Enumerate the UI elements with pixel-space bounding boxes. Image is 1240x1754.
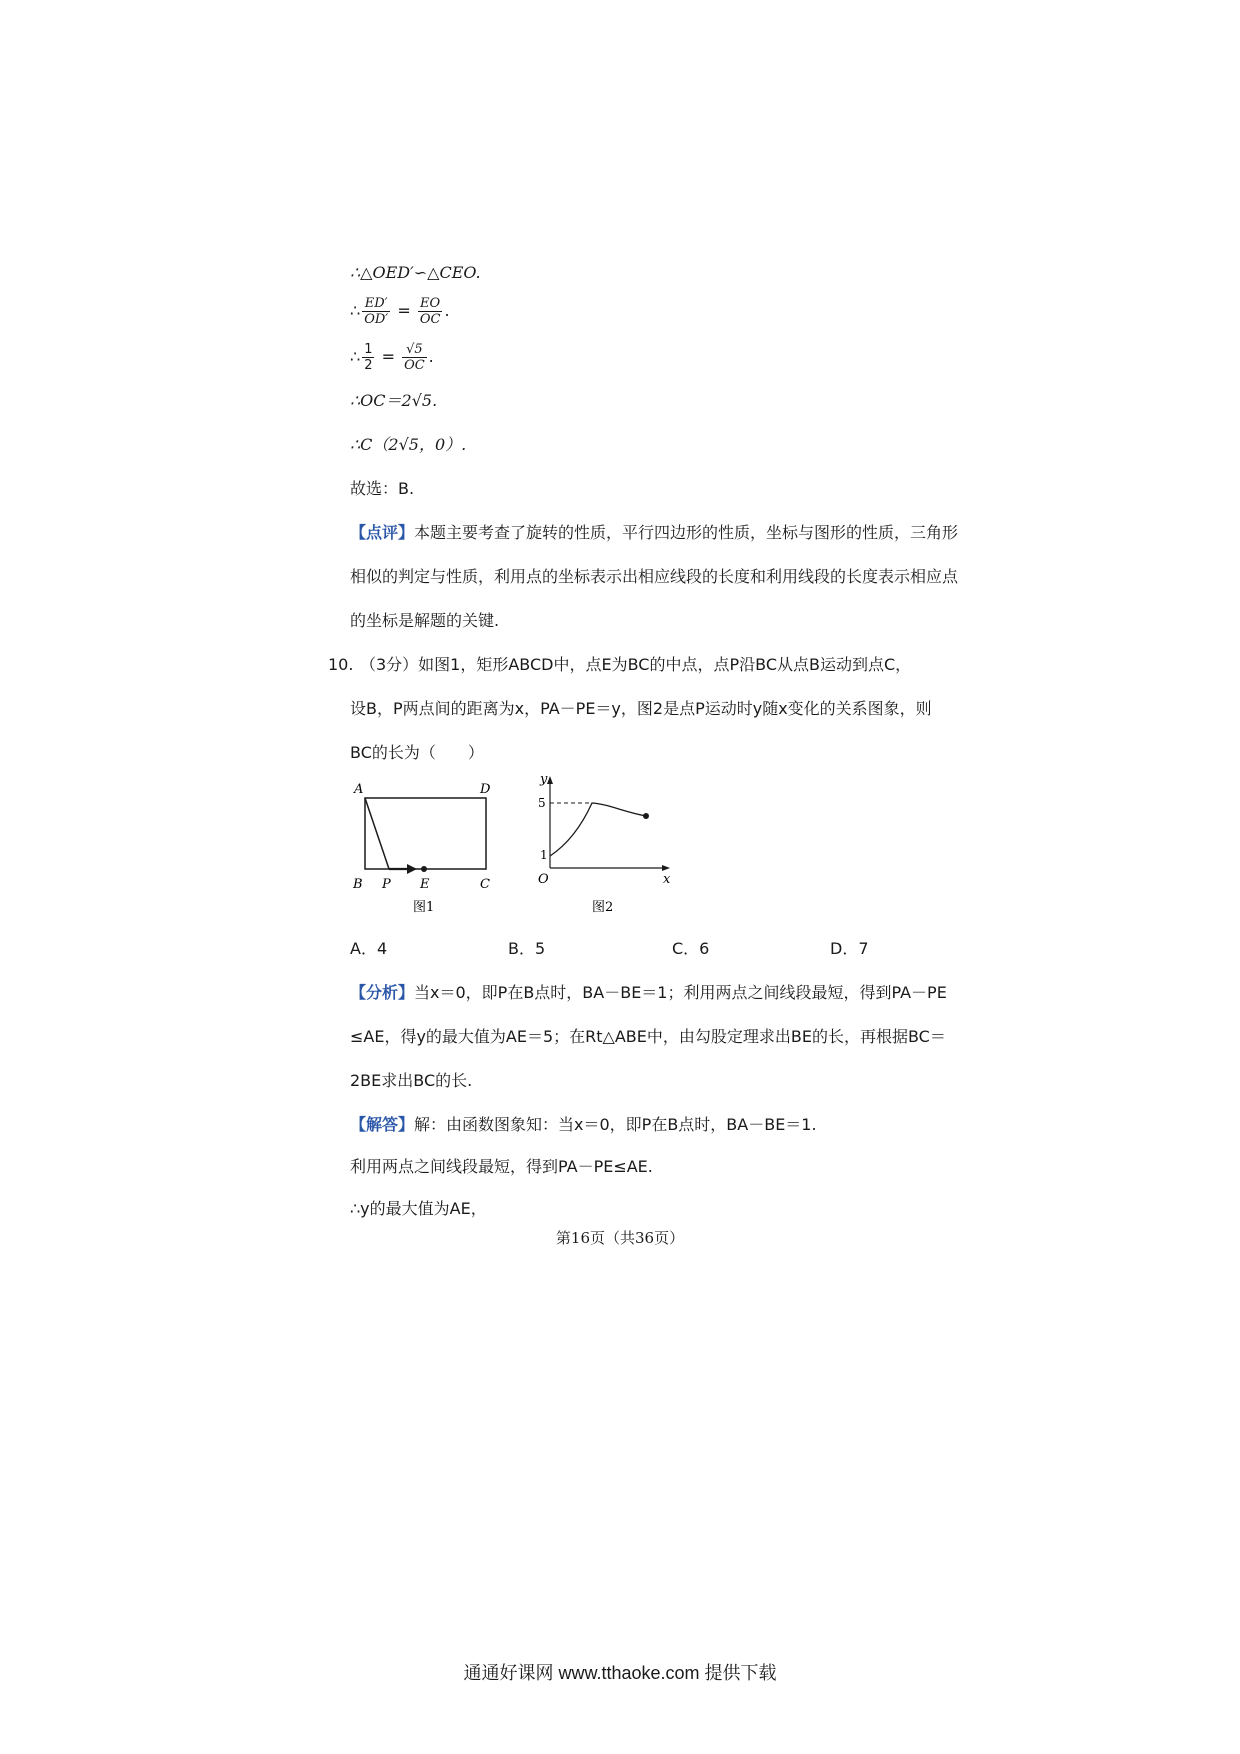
fraction-denominator: OC — [419, 312, 441, 327]
label-e: E — [420, 877, 430, 892]
answer-line-1 — [350, 1114, 817, 1136]
comment-line-3: 的坐标是解题的关键. — [350, 611, 500, 630]
segment-ap — [365, 798, 389, 869]
x-axis-arrow-icon — [662, 865, 670, 871]
rectangle-abcd — [365, 798, 486, 869]
fraction-one-half — [362, 342, 374, 373]
answer-line-3: ∴y的最大值为AE， — [350, 1199, 487, 1218]
question-line-1: （3分）如图1，矩形ABCD中，点E为BC的中点，点P沿BC从点B运动到点C， — [360, 655, 912, 674]
figure-2-graph — [530, 770, 680, 920]
solution-line-c-coordinates: ∴C（2√5，0）. — [350, 435, 467, 454]
fraction-ed-od — [362, 296, 390, 327]
analysis-line-3: 2BE求出BC的长. — [350, 1071, 473, 1090]
fraction-numerator: EO — [418, 296, 443, 312]
analysis-text: 当x＝0，即P在B点时，BA－BE＝1；利用两点之间线段最短，得到PA－PE — [414, 983, 947, 1002]
question-line-3: BC的长为（ ） — [350, 743, 484, 762]
therefore-symbol: ∴ — [350, 347, 361, 366]
fraction-numerator: √5 — [402, 342, 427, 358]
fraction-root5-oc — [402, 342, 427, 373]
solution-line-similar-triangles: ∴△OED′∽△CEO. — [350, 263, 481, 282]
option-a: A．4 — [350, 939, 388, 958]
function-curve — [550, 803, 646, 856]
fraction-numerator: ED′ — [362, 296, 390, 312]
equals-sign: = — [397, 301, 411, 320]
fraction-eo-oc — [418, 296, 443, 327]
option-c: C．6 — [672, 939, 710, 958]
arrow-head-icon — [407, 864, 417, 874]
therefore-symbol: ∴ — [350, 301, 361, 320]
figure-2-caption: 图2 — [592, 900, 614, 915]
answer-text: 解：由函数图象知：当x＝0，即P在B点时，BA－BE＝1. — [414, 1115, 817, 1134]
label-o: O — [538, 872, 549, 887]
answer-tag: 【解答】 — [350, 1115, 415, 1134]
solution-line-substitution — [350, 342, 434, 373]
figure-1-caption: 图1 — [413, 900, 435, 915]
point-e-dot — [421, 866, 427, 872]
option-d: D．7 — [830, 939, 869, 958]
tick-label-1: 1 — [540, 848, 548, 862]
comment-line-1 — [350, 522, 958, 544]
solution-line-oc-value: ∴OC＝2√5. — [350, 391, 438, 410]
answer-line-2: 利用两点之间线段最短，得到PA－PE≤AE. — [350, 1157, 653, 1176]
fraction-denominator: OD′ — [364, 312, 389, 327]
analysis-line-2: ≤AE，得y的最大值为AE＝5；在Rt△ABE中，由勾股定理求出BE的长，再根据BC＝ — [350, 1027, 946, 1046]
fraction-denominator: 2 — [364, 358, 373, 373]
question-line-2: 设B，P两点间的距离为x，PA－PE＝y，图2是点P运动时y随x变化的关系图象，则 — [350, 699, 932, 718]
fraction-denominator: OC — [404, 358, 425, 373]
fraction-numerator: 1 — [364, 342, 373, 357]
label-y: y — [540, 772, 548, 787]
figure-1-rectangle — [345, 778, 505, 918]
label-p: P — [382, 877, 391, 892]
option-b: B．5 — [508, 939, 546, 958]
comment-text: 本题主要考查了旋转的性质，平行四边形的性质，坐标与图形的性质，三角形 — [414, 523, 959, 542]
analysis-line-1 — [350, 982, 947, 1004]
page-number-footer: 第16页（共36页） — [555, 1229, 685, 1247]
site-footer: 通通好课网 www.tthaoke.com 提供下载 — [463, 1663, 777, 1683]
label-b: B — [353, 877, 363, 892]
label-d: D — [480, 782, 491, 797]
tick-label-5: 5 — [538, 796, 546, 810]
equals-sign: = — [381, 347, 395, 366]
comment-line-2: 相似的判定与性质，利用点的坐标表示出相应线段的长度和利用线段的长度表示相应点 — [350, 567, 959, 586]
question-number: 10. — [328, 655, 354, 674]
label-x: x — [663, 872, 671, 887]
y-axis-arrow-icon — [547, 776, 553, 784]
label-c: C — [480, 877, 490, 892]
period: . — [428, 347, 434, 366]
comment-tag: 【点评】 — [350, 523, 415, 542]
label-a: A — [354, 782, 364, 797]
solution-line-ratio — [350, 296, 450, 327]
curve-endpoint-dot — [643, 813, 649, 819]
analysis-tag: 【分析】 — [350, 983, 415, 1002]
period: . — [444, 301, 450, 320]
solution-line-choice: 故选：B. — [350, 479, 415, 498]
